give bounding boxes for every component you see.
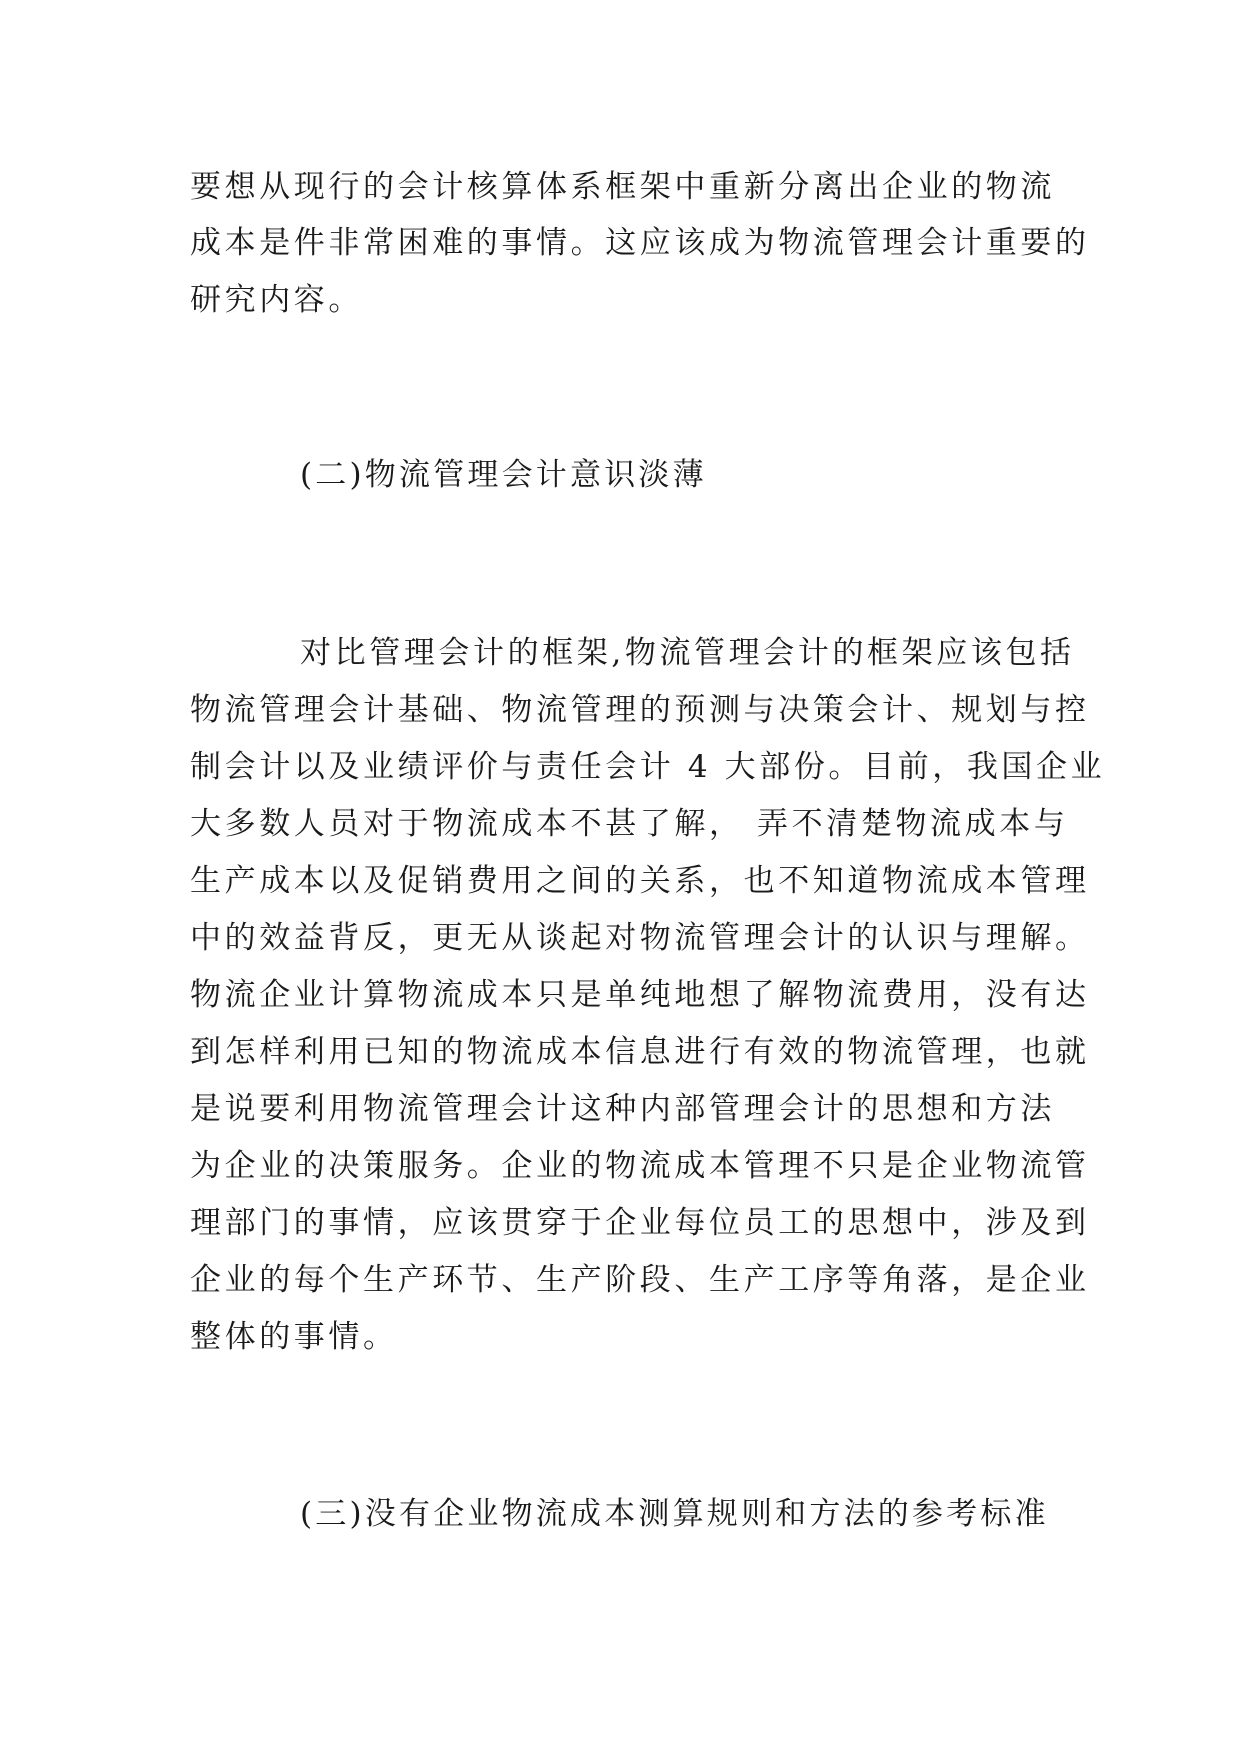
paragraph-line: 为企业的决策服务。企业的物流成本管理不只是企业物流管	[190, 1148, 1090, 1184]
paragraph-line: 成本是件非常困难的事情。这应该成为物流管理会计重要的	[190, 225, 1090, 261]
paragraph-line: 研究内容。	[190, 282, 363, 318]
paragraph-line: 理部门的事情，应该贯穿于企业每位员工的思想中，涉及到	[190, 1205, 1090, 1241]
section-heading: (三)没有企业物流成本测算规则和方法的参考标准	[300, 1496, 1049, 1532]
paragraph-line: 是说要利用物流管理会计这种内部管理会计的思想和方法	[190, 1091, 1055, 1127]
paragraph-line: 中的效益背反，更无从谈起对物流管理会计的认识与理解。	[190, 920, 1090, 956]
paragraph-line: 企业的每个生产环节、生产阶段、生产工序等角落，是企业	[190, 1262, 1090, 1298]
paragraph-line: 要想从现行的会计核算体系框架中重新分离出企业的物流	[190, 169, 1055, 205]
paragraph-line: 到怎样利用已知的物流成本信息进行有效的物流管理，也就	[190, 1034, 1090, 1070]
paragraph-line: 大多数人员对于物流成本不甚了解， 弄不清楚物流成本与	[190, 806, 1069, 842]
section-heading: (二)物流管理会计意识淡薄	[300, 457, 707, 493]
paragraph-line: 对比管理会计的框架,物流管理会计的框架应该包括	[300, 635, 1075, 671]
paragraph-line: 制会计以及业绩评价与责任会计 4 大部份。目前，我国企业	[190, 749, 1106, 785]
paragraph-line: 生产成本以及促销费用之间的关系，也不知道物流成本管理	[190, 863, 1090, 899]
paragraph-line: 物流管理会计基础、物流管理的预测与决策会计、规划与控	[190, 692, 1090, 728]
paragraph-line: 整体的事情。	[190, 1319, 398, 1355]
paragraph-line: 物流企业计算物流成本只是单纯地想了解物流费用，没有达	[190, 977, 1090, 1013]
